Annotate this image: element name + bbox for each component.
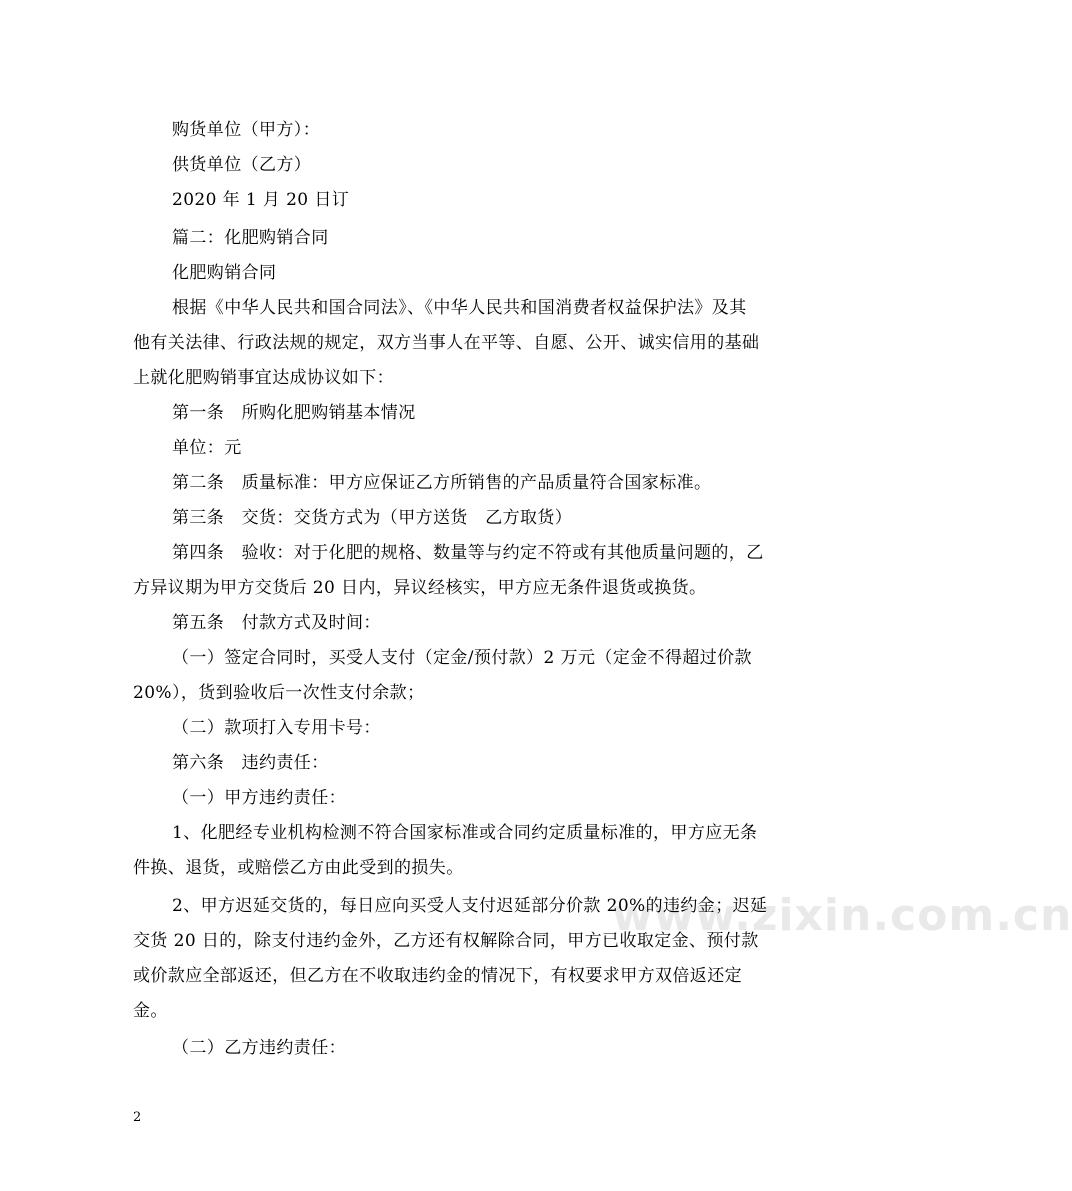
- buyer-line: 购货单位（甲方）：: [172, 120, 321, 140]
- clause-6-item-1: （一）甲方违约责任：: [172, 788, 346, 808]
- paragraph-line: 根据《中华人民共和国合同法》、《中华人民共和国消费者权益保护法》及其: [172, 298, 747, 318]
- clause-2: 第二条 质量标准：甲方应保证乙方所销售的产品质量符合国家标准。: [172, 473, 712, 493]
- clause-5-item-1: （一）签定合同时，买受人支付（定金/预付款）2 万元（定金不得超过价款: [172, 648, 752, 668]
- clause-6: 第六条 违约责任：: [172, 753, 329, 773]
- paragraph-line: 上就化肥购销事宜达成协议如下：: [133, 368, 394, 388]
- date-line: 2020 年 1 月 20 日订: [172, 190, 350, 210]
- clause-6-point-2-cont: 金。: [133, 1001, 168, 1021]
- page-number: 2: [133, 1110, 142, 1125]
- clause-6-point-1: 1、化肥经专业机构检测不符合国家标准或合同约定质量标准的，甲方应无条: [172, 823, 758, 843]
- clause-6-point-2-cont: 交货 20 日的，除支付违约金外，乙方还有权解除合同，甲方已收取定金、预付款: [133, 931, 759, 951]
- clause-4: 第四条 验收：对于化肥的规格、数量等与约定不符或有其他质量问题的，乙: [172, 543, 764, 563]
- clause-5: 第五条 付款方式及时间：: [172, 613, 381, 633]
- clause-6-point-2: 2、甲方迟延交货的，每日应向买受人支付迟延部分价款 20%的违约金；迟延: [172, 896, 768, 916]
- clause-4-cont: 方异议期为甲方交货后 20 日内，异议经核实，甲方应无条件退货或换货。: [133, 578, 707, 598]
- clause-6-point-2-cont: 或价款应全部返还，但乙方在不收取违约金的情况下，有权要求甲方双倍返还定: [133, 966, 742, 986]
- clause-6-point-1-cont: 件换、退货，或赔偿乙方由此受到的损失。: [133, 858, 464, 878]
- clause-1: 第一条 所购化肥购销基本情况: [172, 403, 416, 423]
- clause-6-item-2: （二）乙方违约责任：: [172, 1038, 346, 1058]
- paragraph-line: 他有关法律、行政法规的规定，双方当事人在平等、自愿、公开、诚实信用的基础: [133, 333, 760, 353]
- clause-5-item-2: （二）款项打入专用卡号：: [172, 718, 381, 738]
- watermark: www.zixin.com.cn: [612, 890, 1072, 941]
- clause-5-item-1-cont: 20%），货到验收后一次性支付余款；: [133, 683, 425, 703]
- unit-line: 单位：元: [172, 438, 242, 458]
- section-heading: 篇二：化肥购销合同: [172, 228, 329, 248]
- clause-3: 第三条 交货：交货方式为（甲方送货 乙方取货）: [172, 508, 573, 528]
- supplier-line: 供货单位（乙方）: [172, 155, 312, 175]
- contract-title: 化肥购销合同: [172, 263, 277, 283]
